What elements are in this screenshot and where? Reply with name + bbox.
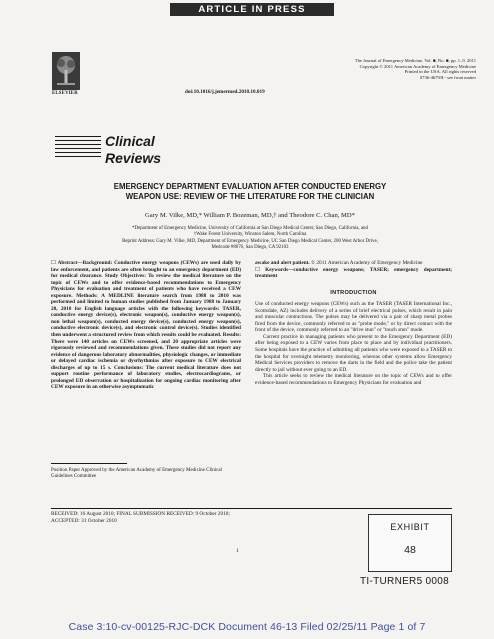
section-rule (55, 156, 101, 157)
reprint-address-2: Medcode #8676, San Diego, CA 92103 (211, 245, 289, 251)
intro-paragraph-2: Current practice in managing patients who present to the Emergency Department (ED) after being exposed to a CEW varies from place to place and by individual practitioners. Some hospitals have the practice of admitting all patients who were exposed to a TASER to the hospital for overnight telemetry monitoring, whereas other systems allow Emergency Medical Services providers to remove the darts in the field and the police take the patient directly to jail without ever going to an ED. (255, 333, 452, 373)
intro-paragraph-3: This article seeks to review the medical literature on the topic of CEWs and to offer evidence-based recommendations to Emergency Physicians for evaluation and (255, 373, 452, 386)
right-column (255, 260, 452, 386)
bates-number: TI-TURNER5 0008 (360, 576, 449, 587)
doi: doi:10.1016/j.jemermed.2010.10.019 (185, 89, 265, 95)
abstract (51, 260, 241, 391)
abstract-column (51, 260, 241, 391)
abstract-tail: awake and alert patient. (255, 260, 310, 266)
exhibit-number: 48 (404, 544, 416, 556)
abstract-checkbox-icon: ☐ (51, 260, 56, 266)
abstract-text: Abstract—Background: Conductive energy weapons (CEWs) are used daily by law enforcement, and patients are often brought to an emergency department (ED) for medical clearance. Study Objectives: To review the medical literature on the topic of CEWs and to offer evidence-based recommendations to Emergency Physicians for evaluation and treatment of patients who have received a CEW exposure. Methods: A MEDLINE literature search from 1988 to 2010 was performed and limited to human studies published from January 1988 to January 20, 2010 for English language articles with the following keywords: TASER, conductive energy device(s), electronic weapon(s), conductive energy weapon(s), non lethal weapon(s), conducted energy device(s), conducted energy weapon(s), conductive electronic device(s), and electronic control device(s). Studies identified then underwent a structured review from which results could be evaluated. Results: There were 140 articles on CEWs screened, and 20 appropriate articles were rigorously reviewed and recommendations given. These studies did not report any evidence of dangerous laboratory abnormalities, physiologic changes, or immediate or delayed cardiac ischemia or dysrhythmias after exposure to CEW electrical discharges of up to 15 s. Conclusions: The current medical literature does not support routine performance of laboratory studies, electrocardiograms, or prolonged ED observation or hospitalization for ongoing cardiac monitoring after CEW exposure in an otherwise asymptomatic (51, 260, 241, 391)
section-title (105, 133, 161, 167)
affiliation-2: †Wake Forest University, Winston Salem, North Carolina (193, 232, 307, 238)
section-rule (55, 152, 101, 153)
affiliations (50, 226, 450, 252)
journal-printed: Printed in the USA. All rights reserved (404, 69, 476, 75)
received-dates (51, 511, 230, 524)
exhibit-label: EXHIBIT (390, 522, 430, 532)
article-in-press-banner: ARTICLE IN PRESS (170, 3, 334, 16)
journal-citation: The Journal of Emergency Medicine, Vol. ■, No. ■, pp. 1–9, 2011 (354, 58, 476, 63)
affiliation-1: *Department of Emergency Medicine, University of California at San Diego Medical Center, San Diego, California, and (132, 226, 368, 231)
journal-copyright: Copyright © 2011 American Academy of Emergency Medicine (359, 63, 476, 69)
received-line: RECEIVED: 16 August 2010; FINAL SUBMISSION RECEIVED: 9 October 2010; (51, 511, 230, 517)
footnote: Position Paper Approved by the American Academy of Emergency Medicine Clinical Guidelines Committee (51, 468, 222, 480)
section-rules (55, 136, 101, 160)
reprint-address: Reprint Address: Gary M. Vilke, MD, Department of Emergency Medicine, UC San Diego Medical Center, 200 West Arbor Drive, (122, 238, 378, 244)
exhibit-sticker (368, 514, 452, 572)
section-rule (55, 140, 101, 141)
publisher-name: ELSEVIER (52, 91, 78, 96)
article-title-line2: WEAPON USE: REVIEW OF THE LITERATURE FOR THE CLINICIAN (125, 192, 375, 201)
accepted-line: ACCEPTED: 31 October 2010 (51, 517, 117, 524)
section-rule (55, 144, 101, 145)
received-rule (51, 508, 452, 509)
section-rule (55, 148, 101, 149)
keywords (255, 267, 452, 280)
section-rule (55, 136, 101, 137)
case-footer: Case 3:10-cv-00125-RJC-DCK Document 46-13 Filed 02/25/11 Page 1 of 7 (68, 621, 426, 633)
elsevier-tree-logo (52, 52, 80, 90)
section-title-line1: Clinical (105, 133, 155, 149)
journal-issn: 0736-4679/$ - see front matter (419, 74, 476, 80)
article-title (50, 182, 450, 202)
copyright-notice: © 2011 American Academy of Emergency Medicine (311, 260, 423, 266)
authors: Gary M. Vilke, MD,* William P. Bozeman, MD,† and Theodore C. Chan, MD* (145, 212, 355, 219)
section-title-line2: Reviews (105, 150, 162, 166)
keywords-checkbox-icon: ☐ (255, 266, 260, 273)
page-number: 1 (236, 548, 239, 554)
footnote-rule (51, 463, 127, 464)
intro-paragraph-1: Use of conducted energy weapons (CEWs) such as the TASER (TASER International Inc., Scottsdale, AZ) includes delivery of a series of brief electrical pulses, which result in pain and muscular contractions. The pulses may be delivered via a pair of sharp metal probes fired from the device, commonly referred to as "probe mode," or by direct contact with the front of the device, commonly referred to an "drive stun" or "touch stun" mode. (255, 301, 452, 334)
article-title-line1: EMERGENCY DEPARTMENT EVALUATION AFTER CONDUCTED ENERGY (113, 182, 387, 191)
introduction-heading: INTRODUCTION (330, 289, 377, 296)
journal-header (256, 58, 476, 80)
keywords-text: Keywords—conductive energy weapons; TASER; emergency department; treatment (255, 266, 452, 280)
